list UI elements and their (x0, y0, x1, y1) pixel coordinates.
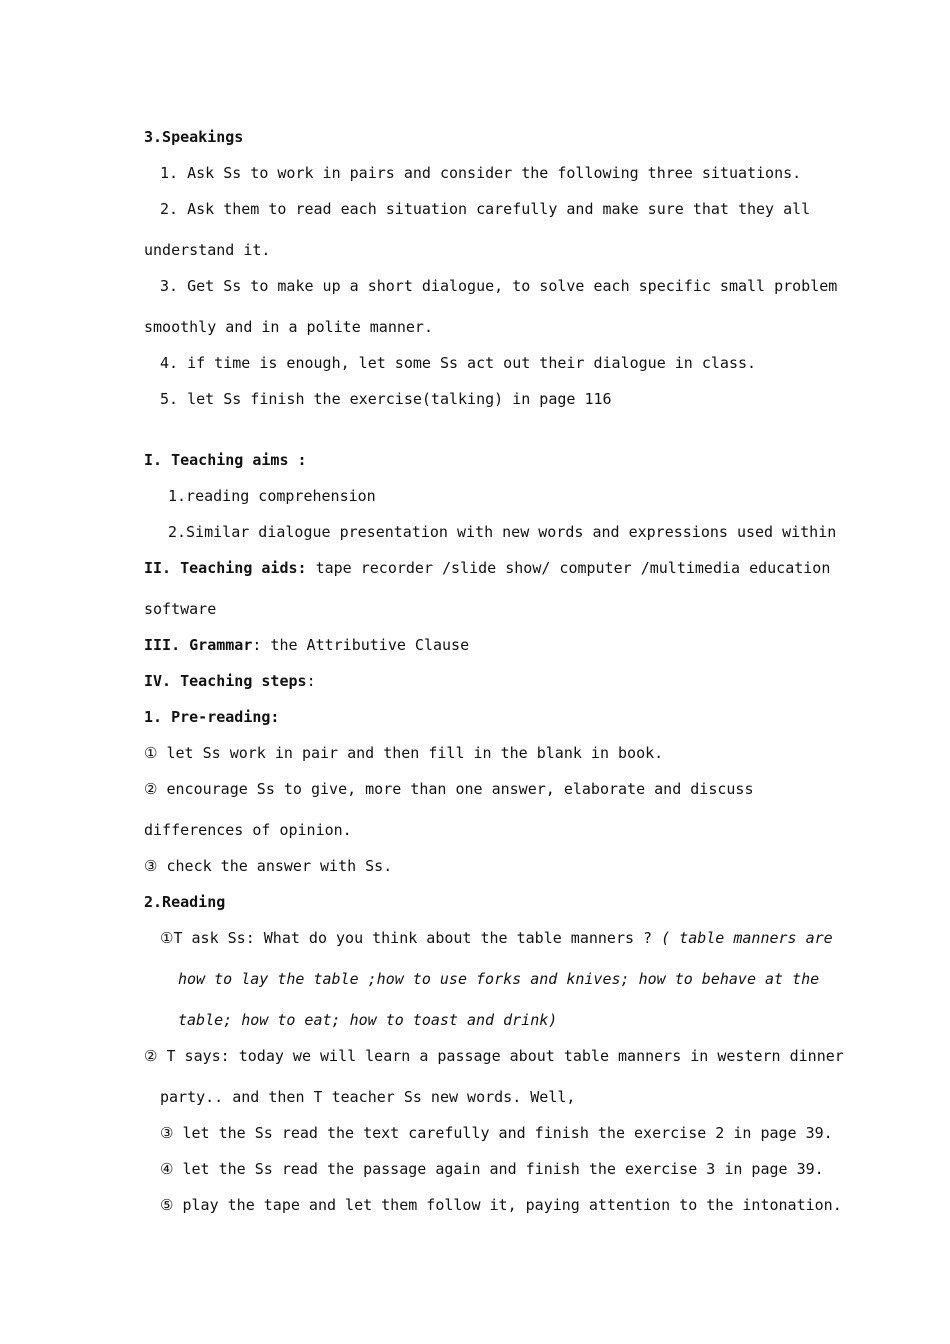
aids-heading: II. Teaching aids: (144, 559, 307, 577)
aims-item-1: 1.reading comprehension (168, 487, 376, 505)
steps-heading: IV. Teaching steps (144, 672, 307, 690)
speakings-item-1: 1. Ask Ss to work in pairs and consider the following three situations. (160, 164, 802, 182)
prereading-item-2-cont: differences of opinion. (144, 821, 352, 839)
steps-colon: : (306, 672, 316, 690)
speakings-item-5: 5. let Ss finish the exercise(talking) in page 116 (160, 390, 612, 408)
prereading-item-2: ② encourage Ss to give, more than one answer, elaborate and discuss (144, 780, 754, 798)
reading-item-5: ⑤ play the tape and let them follow it, paying attention to the intonation. (160, 1196, 842, 1214)
reading-item-1-cont-2: table; how to eat; how to toast and drink) (178, 1011, 558, 1029)
aims-item-2: 2.Similar dialogue presentation with new words and expressions used within (168, 523, 837, 541)
reading-item-1-italic: ( table manners are (661, 929, 833, 947)
speakings-item-2-cont: understand it. (144, 241, 271, 259)
speakings-item-3-cont: smoothly and in a polite manner. (144, 318, 433, 336)
prereading-item-3: ③ check the answer with Ss. (144, 857, 393, 875)
aims-heading: I. Teaching aims : (144, 451, 307, 469)
grammar-line (144, 635, 469, 655)
reading-item-1-cont-1: how to lay the table ;how to use forks and knives; how to behave at the (178, 970, 820, 988)
prereading-item-1: ① let Ss work in pair and then fill in the blank in book. (144, 744, 664, 762)
reading-item-2: ② T says: today we will learn a passage about table manners in western dinner (144, 1047, 844, 1065)
aids-cont: software (144, 600, 217, 618)
aids-text: tape recorder /slide show/ computer /multimedia education (306, 559, 831, 577)
prereading-heading: 1. Pre-reading: (144, 708, 280, 726)
speakings-item-2: 2. Ask them to read each situation carefully and make sure that they all (160, 200, 811, 218)
reading-item-1-text: ①T ask Ss: What do you think about the table manners ? (160, 929, 662, 947)
speakings-item-3: 3. Get Ss to make up a short dialogue, to solve each specific small problem (160, 277, 838, 295)
aids-line (144, 558, 830, 578)
reading-heading: 2.Reading (144, 893, 226, 911)
reading-item-4: ④ let the Ss read the passage again and finish the exercise 3 in page 39. (160, 1160, 824, 1178)
steps-line (144, 671, 316, 691)
speakings-item-4: 4. if time is enough, let some Ss act out their dialogue in class. (160, 354, 757, 372)
grammar-heading: III. Grammar (144, 636, 253, 654)
speakings-heading: 3.Speakings (144, 128, 244, 146)
reading-item-2-cont: party.. and then T teacher Ss new words. Well, (160, 1088, 576, 1106)
reading-item-1 (160, 928, 833, 948)
grammar-text: : the Attributive Clause (252, 636, 470, 654)
reading-item-3: ③ let the Ss read the text carefully and finish the exercise 2 in page 39. (160, 1124, 833, 1142)
